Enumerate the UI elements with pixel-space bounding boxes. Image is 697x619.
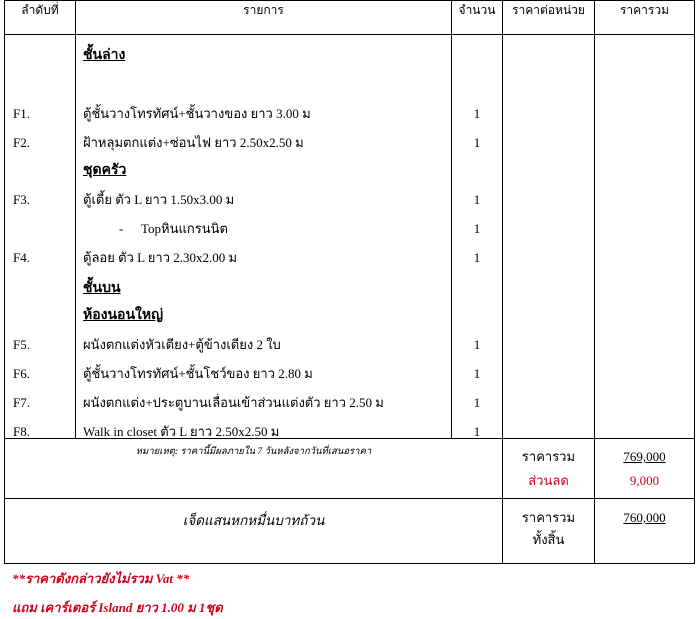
item-number: F2. [13,135,30,150]
qty-column [452,35,503,439]
subtotal-value: 769,000 [623,449,666,464]
item-number: F4. [13,250,30,265]
item-number: F5. [13,337,30,352]
item-description: ตู้ชั้นวางโทรทัศน์+ชั้นโชว์ของ ยาว 2.80 ม [83,366,313,381]
section-heading: ชั้นล่าง [83,48,126,63]
item-number [5,280,75,298]
header-no: ลำดับที่ [5,1,76,35]
header-total: ราคารวม [595,1,695,35]
item-description [76,220,451,238]
item-number [5,220,75,238]
grand-total-value: 760,000 [623,510,666,525]
item-description: ตู้ชั้นวางโทรทัศน์+ชั้นวางของ ยาว 3.00 ม [83,106,311,121]
no-column [5,35,76,439]
item-number: F8. [13,424,30,439]
subtotal-row [5,439,695,499]
item-description-text: Topหินแกรนนิต [141,221,228,236]
item-quantity: 1 [473,250,481,265]
grand-total-label-line1: ราคารวม [521,510,576,525]
amount-in-words: เจ็ดแสนหกหมื่นบาทถ้วน [5,499,503,564]
validity-note: หมายเหตุ: ราคานี้มีผลภายใน 7 วันหลังจากวันที่เสนอราคา [5,439,503,499]
subtotal-values [595,439,695,499]
header-qty: จำนวน [452,1,503,35]
grand-total-label [503,499,595,564]
item-number: F6. [13,366,30,381]
item-description: Walk in closet ตัว L ยาว 2.50x2.50 ม [83,424,280,439]
item-description: ตู้เตี้ย ตัว L ยาว 1.50x3.00 ม [83,192,235,207]
item-number: F7. [13,395,30,410]
item-quantity: 1 [473,337,481,352]
item-quantity: 1 [473,135,481,150]
item-description: ตู้ลอย ตัว L ยาว 2.30x2.00 ม [83,250,238,265]
item-description: ฝ้าหลุมตกแต่ง+ซ่อนไฟ ยาว 2.50x2.50 ม [83,135,304,150]
item-number: F3. [13,192,30,207]
bonus-footnote: แถม เคาร์เตอร์ Island ยาว 1.00 ม 1ชุด [12,600,223,615]
grand-total-label-line2: ทั้งสิ้น [532,532,565,547]
header-unit-price: ราคาต่อหน่วย [503,1,595,35]
item-number [5,162,75,180]
grand-total-cell [595,499,695,564]
item-quantity: 1 [473,395,481,410]
item-number [5,307,75,325]
item-description: ผนังตกแต่งหัวเตียง+ตู้ข้างเตียง 2 ใบ [83,337,281,352]
item-quantity [452,280,502,298]
quotation-table [4,0,695,564]
item-quantity: 1 [473,192,481,207]
item-quantity: 1 [473,366,481,381]
item-quantity [452,47,502,65]
section-heading: ชุดครัว [83,163,127,178]
header-row [5,1,695,35]
items-body [5,35,695,439]
section-heading: ชั้นบน [83,281,121,296]
item-quantity [452,162,502,180]
vat-footnote: **ราคาดังกล่าวยังไม่รวม Vat ** [12,571,190,586]
item-quantity: 1 [473,221,481,236]
header-item: รายการ [76,1,452,35]
item-number: F1. [13,106,30,121]
grand-total-row [5,499,695,564]
subtotal-labels [503,439,595,499]
bullet-dash: - [119,221,124,236]
item-number [5,47,75,65]
item-quantity [452,307,502,325]
item-quantity: 1 [473,424,481,439]
subtotal-label: ราคารวม [521,449,576,464]
total-column [595,35,695,439]
discount-value: 9,000 [629,473,660,488]
unit-price-column [503,35,595,439]
item-quantity: 1 [473,106,481,121]
section-heading: ห้องนอนใหญ่ [83,308,164,323]
item-description: ผนังตกแต่ง+ประตูบานเลื่อนเข้าส่วนแต่งตัว ยาว 2.50 ม [83,395,384,410]
item-column [76,35,452,439]
discount-label: ส่วนลด [528,473,569,488]
